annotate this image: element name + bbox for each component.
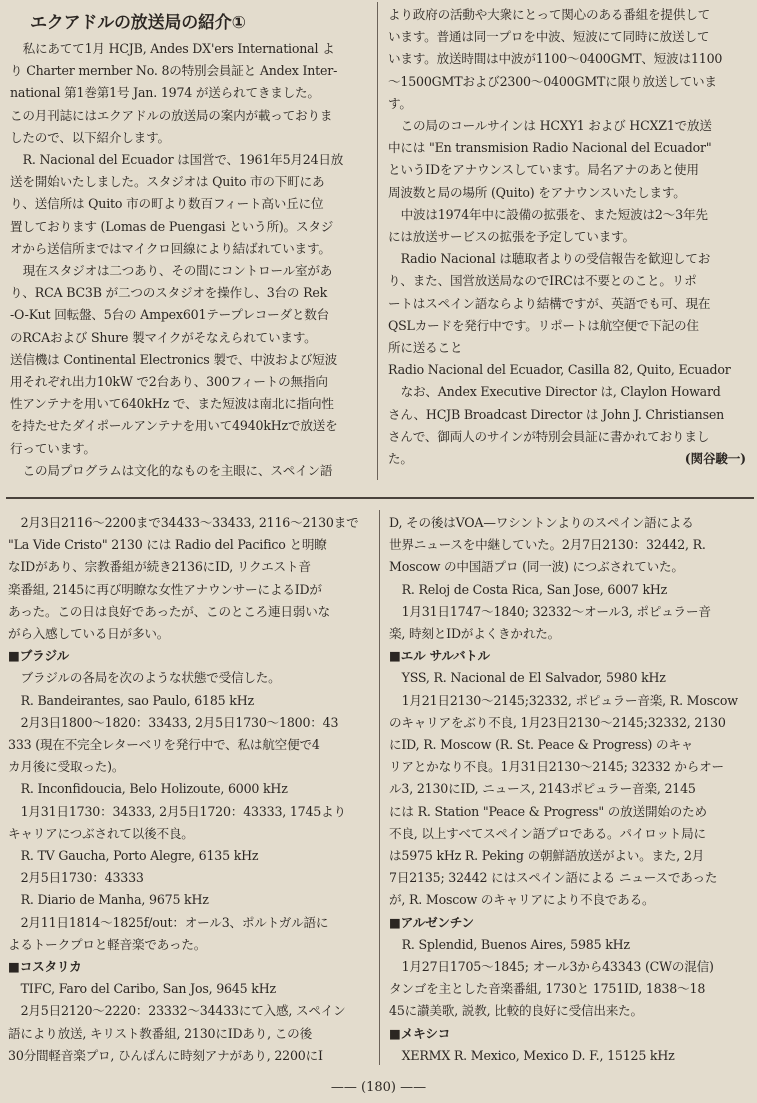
article-right-column bbox=[388, 4, 750, 470]
text-line: 1月27日1705～1845; オール3から43343 (CWの混信) bbox=[401, 959, 714, 975]
section-heading: ■ブラジル bbox=[8, 648, 69, 664]
text-line: あった。この日は良好であったが、このところ連日弱いな bbox=[8, 603, 330, 619]
article-final-line bbox=[388, 448, 750, 470]
text-line: のRCAおよび Shure 製マイクがそなえられています。 bbox=[10, 329, 317, 345]
text-line: 楽, 時刻とIDがよくきかれた。 bbox=[389, 626, 561, 642]
text-line: が, R. Moscow のキャリアにより不良である。 bbox=[389, 892, 655, 908]
text-line: り、送信所は Quito 市の町より数百フィート高い丘に位 bbox=[10, 196, 324, 212]
final-text: た。 bbox=[388, 451, 413, 467]
text-line: 送を開始いたしました。スタジオは Quito 市の下町にあ bbox=[10, 174, 325, 190]
text-line: Radio Nacional は聴取者よりの受信報告を歓迎してお bbox=[400, 251, 711, 267]
text-line: この月刊誌にはエクアドルの放送局の案内が載っておりま bbox=[10, 107, 333, 123]
text-line: R. Diario de Manha, 9675 kHz bbox=[20, 892, 209, 908]
text-line: R. Reloj de Costa Rica, San Jose, 6007 kHz bbox=[401, 581, 668, 597]
text-line: というIDをアナウンスしています。局名アナのあと使用 bbox=[388, 162, 699, 178]
text-line: TIFC, Faro del Caribo, San Jos, 9645 kHz bbox=[20, 981, 276, 997]
text-line: Moscow の中国語プロ (同一波) につぶされていた。 bbox=[389, 559, 684, 575]
text-line: にID, R. Moscow (R. St. Peace & Progress) のキャ bbox=[389, 737, 694, 753]
text-line: QSLカードを発行中です。リポートは航空便で下記の住 bbox=[388, 317, 699, 333]
text-line: 世界ニュースを中継していた。2月7日2130：32442, R. bbox=[389, 537, 706, 553]
text-line: D, その後はVOA—ワシントンよりのスペイン語による bbox=[389, 515, 694, 530]
text-line: 2月3日1800～1820：33433, 2月5日1730～1800：43 bbox=[20, 714, 339, 730]
page-number: —— (180) —— bbox=[330, 1080, 427, 1095]
text-line: なお、Andex Executive Director は, Claylon Howard bbox=[400, 384, 721, 400]
text-line: 2月11日1814～1825f/out：オール3、ポルトガル語に bbox=[20, 914, 329, 930]
article-title: エクアドルの放送局の紹介① bbox=[30, 13, 246, 33]
text-line: り Charter mernber No. 8の特別会員証と Andex Inter- bbox=[10, 63, 338, 79]
section-divider bbox=[6, 497, 754, 499]
text-line: 7日2135; 32442 にはスペイン語による ニュースであった bbox=[389, 870, 718, 886]
text-line: R. Splendid, Buenos Aires, 5985 kHz bbox=[401, 936, 630, 952]
text-line: カ月後に受取った)。 bbox=[8, 759, 125, 775]
text-line: ブラジルの各局を次のような状態で受信した。 bbox=[20, 670, 281, 686]
text-line: 2月5日2120～2220：23332～34433にて入感, スペイン bbox=[20, 1003, 346, 1019]
text-line: います。普通は同一プロを中波、短波にて同時に放送して bbox=[388, 29, 710, 45]
text-line: この局プログラムは文化的なものを主眼に、スペイン語 bbox=[22, 462, 333, 478]
text-line: 所に送ること bbox=[388, 340, 463, 356]
text-line: R. Inconfidoucia, Belo Holizoute, 6000 kHz bbox=[20, 781, 288, 797]
text-line: ル3, 2130にID, ニュース, 2143ポピュラー音楽, 2145 bbox=[389, 781, 696, 797]
text-line: のキャリアをぶり不良, 1月23日2130～2145;32332, 2130 bbox=[389, 714, 726, 730]
text-line: には放送サービスの拡張を予定しています。 bbox=[388, 229, 635, 245]
text-line: 送信機は Continental Electronics 製で、中波および短波 bbox=[10, 351, 338, 367]
text-line: R. Nacional del Ecuador は国営で、1961年5月24日放 bbox=[22, 152, 344, 168]
text-line: には R. Station "Peace & Progress" の放送開始のため bbox=[389, 803, 707, 819]
text-line: います。放送時間は中波が1100～0400GMT、短波は1100 bbox=[388, 51, 723, 67]
text-line: YSS, R. Nacional de El Salvador, 5980 kHz bbox=[401, 670, 666, 686]
text-line: す。 bbox=[388, 95, 412, 111]
text-line: R. TV Gaucha, Porto Alegre, 6135 kHz bbox=[20, 848, 259, 864]
text-line: ～1500GMTおよび2300～0400GMTに限り放送していま bbox=[388, 73, 717, 89]
text-line: さん、HCJB Broadcast Director は John J. Christiansen bbox=[388, 406, 725, 422]
text-line: リアとかなり不良。1月31日2130～2145; 32332 からオー bbox=[389, 759, 724, 775]
text-line: 不良, 以上すべてスペイン語プロである。パイロット局に bbox=[389, 825, 706, 841]
text-line: 周波数と局の場所 (Quito) をアナウンスいたします。 bbox=[388, 184, 686, 200]
text-line: R. Bandeirantes, sao Paulo, 6185 kHz bbox=[20, 692, 254, 708]
text-line: キャリアにつぶされて以後不良。 bbox=[8, 825, 194, 841]
text-line: 私にあてて1月 HCJB, Andes DX'ers International よ bbox=[22, 41, 335, 56]
text-line: さんで、御両人のサインが特別会員証に書かれておりまし bbox=[388, 428, 710, 444]
text-line: 1月31日1747～1840; 32332～オール3, ポピュラー音 bbox=[401, 603, 711, 619]
section-heading: ■メキシコ bbox=[389, 1025, 451, 1041]
text-line: 置しております (Lomas de Puengasi という所)。スタジ bbox=[10, 218, 334, 234]
text-line: 333 (現在不完全レターベリを発行中で、私は航空便で4 bbox=[8, 737, 320, 753]
logs-left-column bbox=[8, 512, 372, 1067]
text-line: Radio Nacional del Ecuador, Casilla 82, Quito, Ecuador bbox=[388, 362, 731, 378]
text-line: 中には "En transmision Radio Nacional del Ecuador" bbox=[388, 140, 712, 156]
logs-right-column bbox=[389, 512, 751, 1067]
text-line: 用それぞれ出力10kW で2台あり、300フィートの無指向 bbox=[10, 374, 328, 390]
text-line: 2月3日2116～2200まで34433～33433, 2116～2130まで bbox=[20, 515, 359, 530]
text-line: この局のコールサインは HCXY1 および HCXZ1で放送 bbox=[400, 118, 712, 134]
text-line: XERMX R. Mexico, Mexico D. F., 15125 kHz bbox=[401, 1047, 675, 1063]
text-line: タンゴを主とした音楽番組, 1730と 1751ID, 1838～18 bbox=[389, 981, 706, 997]
text-line: 語により放送, キリスト教番組, 2130にIDあり, この後 bbox=[8, 1025, 312, 1041]
text-line: 現在スタジオは二つあり、その間にコントロール室があ bbox=[22, 263, 333, 279]
section-heading: ■アルゼンチン bbox=[389, 914, 474, 930]
text-line: り、また、国営放送局なのでIRCは不要とのこと。リポ bbox=[388, 273, 697, 289]
text-line: 45に讃美歌, 説教, 比較的良好に受信出来た。 bbox=[389, 1003, 643, 1019]
text-line: を持たせたダイポールアンテナを用いて4940kHzで放送を bbox=[10, 418, 338, 434]
column-divider-bottom bbox=[379, 510, 380, 1065]
text-line: "La Vide Cristo" 2130 には Radio del Pacifico と明瞭 bbox=[8, 537, 327, 553]
text-line: national 第1巻第1号 Jan. 1974 が送られてきました。 bbox=[10, 85, 320, 101]
text-line: がら入感している日が多い。 bbox=[8, 626, 170, 642]
section-heading: ■エル サルバトル bbox=[389, 648, 490, 664]
text-line: よるトークプロと軽音楽であった。 bbox=[8, 936, 207, 952]
text-line: は5975 kHz R. Peking の朝鮮語放送がよい。また, 2月 bbox=[389, 848, 705, 864]
text-line: なIDがあり、宗教番組が続き2136にID, リクエスト音 bbox=[8, 559, 311, 575]
text-line: 30分間軽音楽プロ, ひんぱんに時刻アナがあり, 2200にI bbox=[8, 1047, 323, 1063]
text-line: より政府の活動や大衆にとって関心のある番組を提供して bbox=[388, 7, 710, 22]
text-line: 1月31日1730：34333, 2月5日1720：43333, 1745より bbox=[20, 803, 346, 819]
column-divider-top bbox=[377, 2, 378, 480]
text-line: ートはスペイン語ならより結構ですが、英語でも可、現在 bbox=[388, 295, 711, 311]
text-line: り、RCA BC3B が二つのスタジオを操作し、3台の Rek bbox=[10, 285, 328, 301]
article-left-column bbox=[10, 10, 368, 482]
text-line: したので、以下紹介します。 bbox=[10, 129, 170, 145]
text-line: 行っています。 bbox=[10, 440, 96, 456]
author-signature: (関谷駿一) bbox=[684, 451, 746, 467]
section-heading: ■コスタリカ bbox=[8, 959, 82, 975]
text-line: 楽番組, 2145に再び明瞭な女性アナウンサーによるIDが bbox=[8, 581, 322, 597]
text-line: -O-Kut 回転盤、5台の Ampex601テープレコーダと数台 bbox=[10, 307, 330, 323]
text-line: 2月5日1730：43333 bbox=[20, 870, 144, 886]
text-line: オから送信所まではマイクロ回線により結ばれています。 bbox=[10, 240, 331, 256]
text-line: 性アンテナを用いて640kHz で、また短波は南北に指向性 bbox=[10, 396, 334, 412]
text-line: 中波は1974年中に設備の拡張を、また短波は2～3年先 bbox=[400, 206, 708, 222]
text-line: 1月21日2130～2145;32332, ポピュラー音楽, R. Moscow bbox=[401, 692, 738, 708]
